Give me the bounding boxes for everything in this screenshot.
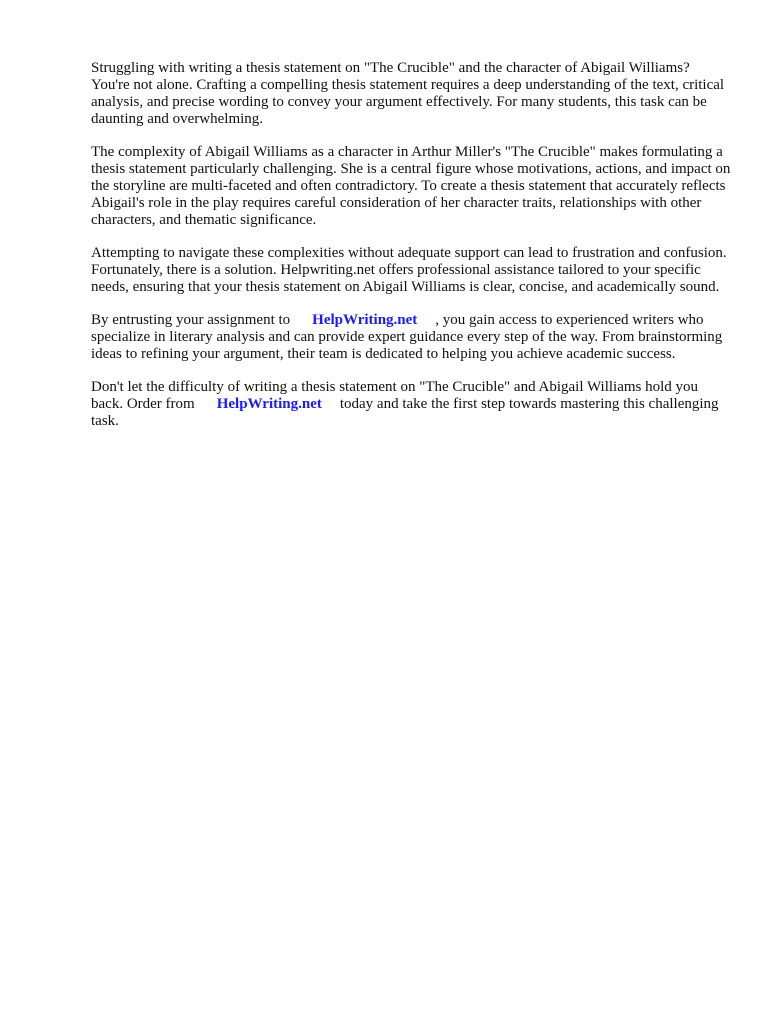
order-text-before: Don't let the difficulty of writing a thesis statement on "The Crucible" and Abigail Williams hold you back. Order from: [91, 379, 699, 412]
entrusting-text-before: By entrusting your assignment to: [91, 312, 291, 328]
order-text-after: today and take the first step towards mastering this challenging task.: [91, 396, 719, 429]
entrusting-paragraph: [91, 312, 731, 363]
solution-paragraph: Attempting to navigate these complexities without adequate support can lead to frustration and confusion. Fortunately, there is a solution. Helpwriting.net offers professional assistance tailored to your specific needs, ensuring that your thesis statement on Abigail Williams is clear, concise, and academically sound.: [91, 245, 727, 295]
helpwriting-link[interactable]: HelpWriting.net: [312, 312, 418, 328]
intro-paragraph: Struggling with writing a thesis statement on "The Crucible" and the character of Abigail Williams? You're not alone. Crafting a compelling thesis statement requires a deep understanding of the text, critical analysis, and precise wording to convey your argument effectively. For many students, this task can be daunting and overwhelming.: [91, 60, 725, 127]
document-body: [91, 60, 731, 446]
complexity-paragraph: The complexity of Abigail Williams as a character in Arthur Miller's "The Crucible" makes formulating a thesis statement particularly challenging. She is a central figure whose motivations, actions, and impact on the storyline are multi-faceted and often contradictory. To create a thesis statement that accurately reflects Abigail's role in the play requires careful consideration of her character traits, relationships with other characters, and thematic significance.: [91, 144, 731, 228]
helpwriting-order-link[interactable]: HelpWriting.net: [216, 396, 322, 412]
order-paragraph: [91, 379, 731, 430]
entrusting-text-after: , you gain access to experienced writers who specialize in literary analysis and can provide expert guidance every step of the way. From brainstorming ideas to refining your argument, their team is dedicated to helping you achieve academic success.: [91, 312, 723, 362]
